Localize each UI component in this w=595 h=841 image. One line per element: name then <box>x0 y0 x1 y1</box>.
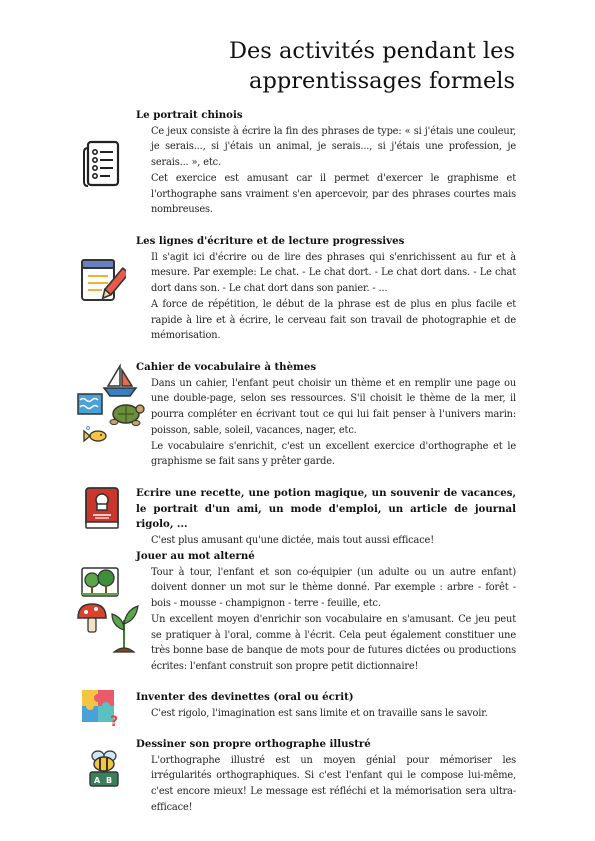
section-title: Ecrire une recette, une potion magique, un souvenir de vacances, le portrait d'un ami, un mode d'emploi, un article de journal rigolo, ... <box>136 487 516 530</box>
section-paragraph: Ce jeux consiste à écrire la fin des phrases de type: « si j'étais une couleur, je serais..., si j'étais un animal, je serais..., si j'étais une profession, je serais... », etc. <box>151 125 516 169</box>
section-portrait-chinois <box>136 108 516 218</box>
section-paragraph: Tour à tour, l'enfant et son co-équipier (un adulte ou un autre enfant) doivent donner un mot sur le thème donné. Par exemple : arbre - forêt - bois - mousse - champignon - terre - feuille, etc. <box>151 566 516 610</box>
section-paragraph: L'orthographe illustré est un moyen génial pour mémoriser les irrégularités orthographiques. Si c'est l'enfant qui le compose lui-même, c'est encore mieux! Le message est réfléchi et la mémorisation sera ultra-efficace! <box>151 754 516 813</box>
bee-abc-icon <box>84 748 124 788</box>
section-paragraph: A force de répétition, le début de la phrase est de plus en plus facile et rapide à lire et à écrire, le cerveau fait son travail de photographie et de mémorisation. <box>151 298 516 342</box>
svg-text:A: A <box>94 776 101 785</box>
section-paragraph: Le vocabulaire s'enrichit, c'est un excellent exercice d'orthographe et le graphisme se fait sans y prêter garde. <box>151 440 516 468</box>
svg-text:?: ? <box>110 714 119 728</box>
recipe-book-icon <box>82 486 122 530</box>
page-title: Des activités pendant les apprentissages formels <box>228 38 515 94</box>
section-title: Jouer au mot alterné <box>136 550 255 562</box>
section-title: Dessiner son propre orthographe illustré <box>136 738 371 750</box>
section-cahier-vocabulaire <box>136 360 516 470</box>
section-title: Inventer des devinettes (oral ou écrit) <box>136 691 354 703</box>
section-orthographe-illustre <box>136 737 516 816</box>
section-paragraph: Dans un cahier, l'enfant peut choisir un thème et en remplir une page ou une double-page, selon ses ressources. S'il choisit le thème de la mer, il pourra compléter en écrivant tout ce qui lui fait penser à l'univers marin: poisson, sable, soleil, vacances, nager, etc. <box>151 377 516 436</box>
section-paragraph: Cet exercice est amusant car il permet d'exercer le graphisme et l'orthographe sans vraiment s'en apercevoir, par des phrases courtes mais nombreuses. <box>151 172 516 216</box>
section-devinettes <box>136 690 516 721</box>
section-mot-alterne <box>136 549 516 675</box>
svg-text:B: B <box>106 776 113 785</box>
puzzle-question-icon <box>80 688 122 728</box>
notepad-pencil-icon <box>80 256 126 304</box>
section-lignes-ecriture <box>136 234 516 344</box>
section-paragraph: Il s'agit ici d'écrire ou de lire des phrases qui s'enrichissent au fur et à mesure. Par exemple: Le chat. - Le chat dort. - Le chat dort dans. - Le chat dort dans son. - Le chat dort dans son panier. - ... <box>151 251 516 295</box>
checklist-icon <box>82 140 122 188</box>
section-title: Le portrait chinois <box>136 109 243 121</box>
section-title: Les lignes d'écriture et de lecture progressives <box>136 235 405 247</box>
section-paragraph: Un excellent moyen d'enrichir son vocabulaire en s'amusant. Ce jeu peut se pratiquer à l'oral, comme à l'écrit. Cela peut également constituer une très bonne base de banque de mots pour de futures dictées ou productions écrites: l'enfant construit son propre petit dictionnaire! <box>151 613 516 673</box>
section-title: Cahier de vocabulaire à thèmes <box>136 361 317 373</box>
section-paragraph: C'est rigolo, l'imagination est sans limite et on travaille sans le savoir. <box>151 707 488 719</box>
section-paragraph: C'est plus amusant qu'une dictée, mais tout aussi efficace! <box>151 534 434 546</box>
section-ecrire-recette <box>136 486 516 548</box>
